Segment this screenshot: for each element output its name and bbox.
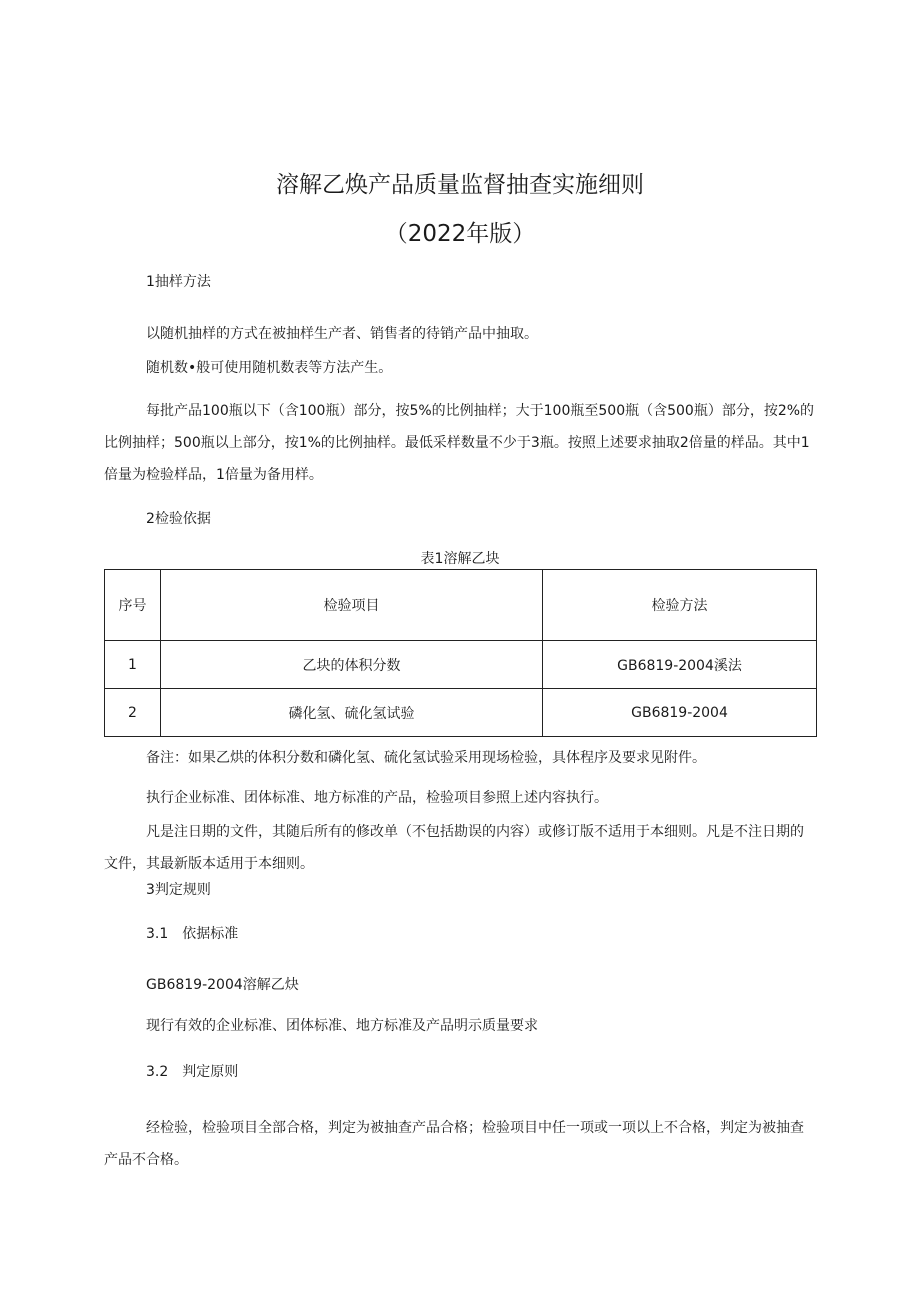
column-header-index: 序号 (105, 570, 161, 641)
table-cell-item: 磷化氢、硫化氢试验 (161, 689, 543, 737)
table-row (105, 641, 817, 689)
judgement-paragraph: 经检验，检验项目全部合格，判定为被抽查产品合格；检验项目中任一项或一项以上不合格，判定为被抽查产品不合格。 (104, 1120, 804, 1168)
column-header-item: 检验项目 (161, 570, 543, 641)
table-cell-index: 2 (105, 689, 161, 737)
dated-documents-paragraph: 凡是注日期的文件，其随后所有的修改单（不包括勘误的内容）或修订版不适用于本细则。凡是不注日期的文件，其最新版本适用于本细则。 (104, 824, 804, 872)
table-note: 备注：如果乙烘的体积分数和磷化氢、硫化氢试验采用现场检验，具体程序及要求见附件。 (146, 750, 706, 766)
section-3-2-heading: 3.2 判定原则 (146, 1064, 239, 1080)
table-caption: 表1溶解乙块 (420, 551, 500, 567)
column-header-method: 检验方法 (543, 570, 817, 641)
document-subtitle: （2022年版） (384, 221, 536, 247)
section-3-1-heading: 3.1 依据标准 (146, 926, 239, 942)
section-3-heading: 3判定规则 (146, 882, 211, 898)
table-cell-item: 乙块的体积分数 (161, 641, 543, 689)
table-cell-method: GB6819-2004溪法 (543, 641, 817, 689)
sampling-paragraph: 每批产品100瓶以下（含100瓶）部分，按5%的比例抽样；大于100瓶至500瓶（含500瓶）部分，按2%的比例抽样；500瓶以上部分，按1%的比例抽样。最低采样数量不少于3瓶。按照上述要求抽取2倍量的样品。其中1倍量为检验样品，1倍量为备用样。 (104, 403, 815, 483)
section-1-heading: 1抽样方法 (146, 274, 211, 290)
table-header-row (105, 570, 817, 641)
section-2-heading: 2检验依据 (146, 511, 211, 527)
table-cell-index: 1 (105, 641, 161, 689)
inspection-table (104, 569, 817, 737)
sampling-line-1: 以随机抽样的方式在被抽样生产者、销售者的待销产品中抽取。 (146, 326, 538, 342)
standard-reference-2: 现行有效的企业标准、团体标准、地方标准及产品明示质量要求 (146, 1018, 538, 1034)
table-cell-method: GB6819-2004 (543, 689, 817, 737)
standard-reference-1: GB6819-2004溶解乙炔 (146, 977, 299, 993)
sampling-line-2: 随机数•般可使用随机数表等方法产生。 (146, 360, 393, 376)
execution-line: 执行企业标准、团体标准、地方标准的产品，检验项目参照上述内容执行。 (146, 790, 608, 806)
table-row (105, 689, 817, 737)
document-title: 溶解乙焕产品质量监督抽查实施细则 (276, 172, 644, 198)
